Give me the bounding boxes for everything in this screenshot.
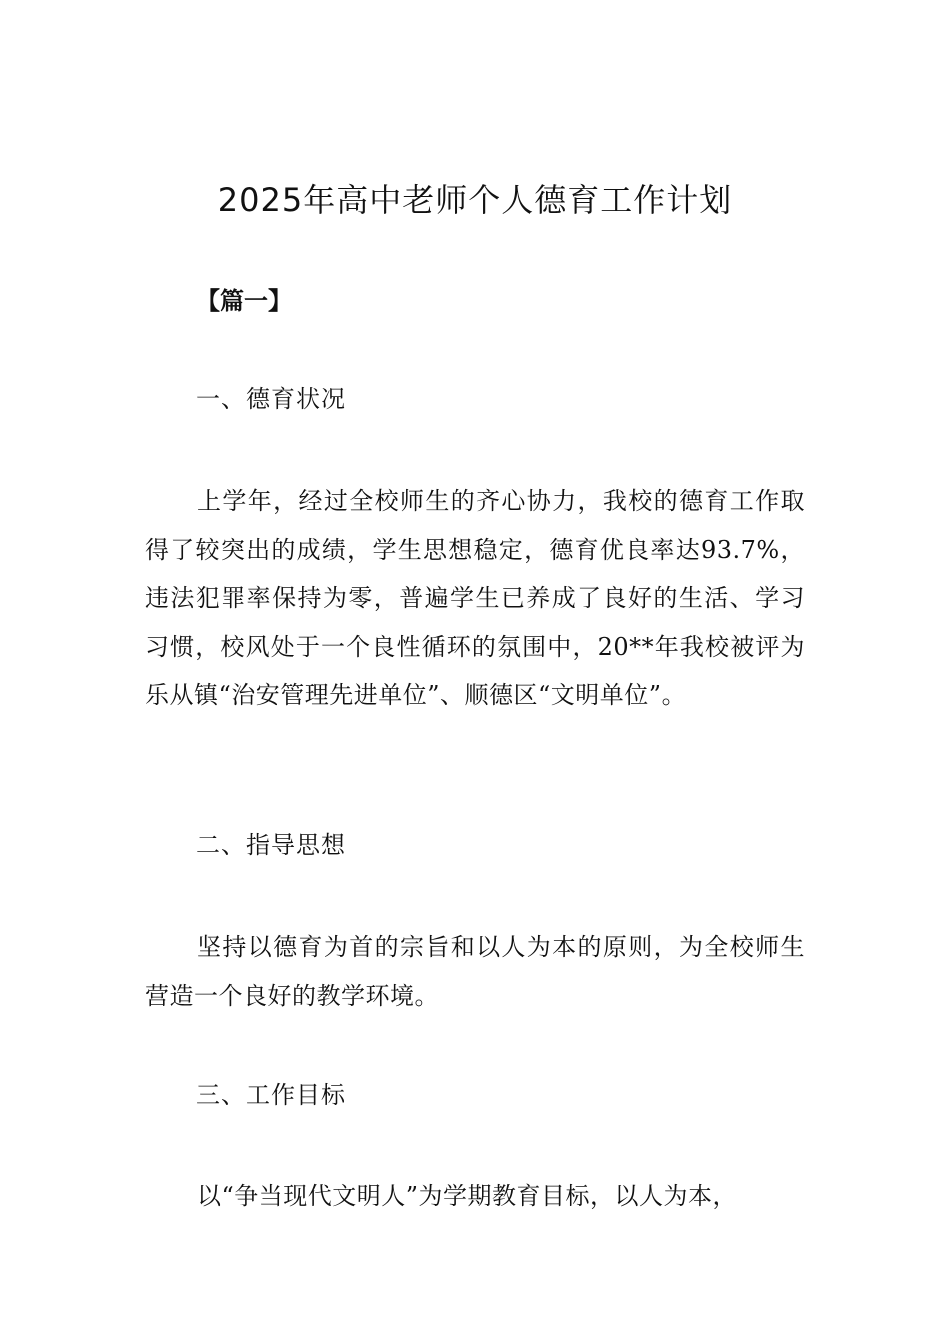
chapter-label: 【篇一】 [196, 287, 292, 315]
section-heading-guiding-ideology: 二、指导思想 [196, 831, 346, 859]
section-paragraph-guiding-ideology: 坚持以德育为首的宗旨和以人为本的原则，为全校师生营造一个良好的教学环境。 [145, 933, 805, 1010]
section-paragraph-situation: 上学年，经过全校师生的齐心协力，我校的德育工作取得了较突出的成绩，学生思想稳定，德育优良率达93.7%，违法犯罪率保持为零，普遍学生已养成了良好的生活、学习习惯，校风处于一个良性循环的氛围中，20**年我校被评为乐从镇“治安管理先进单位”、顺德区“文明单位”。 [145, 487, 805, 709]
section-paragraph-work-goals: 以“争当现代文明人”为学期教育目标，以人为本， [197, 1182, 738, 1210]
document-title: 2025年高中老师个人德育工作计划 [217, 181, 733, 219]
section-heading-situation: 一、德育状况 [196, 385, 346, 413]
section-heading-work-goals: 三、工作目标 [196, 1081, 346, 1109]
